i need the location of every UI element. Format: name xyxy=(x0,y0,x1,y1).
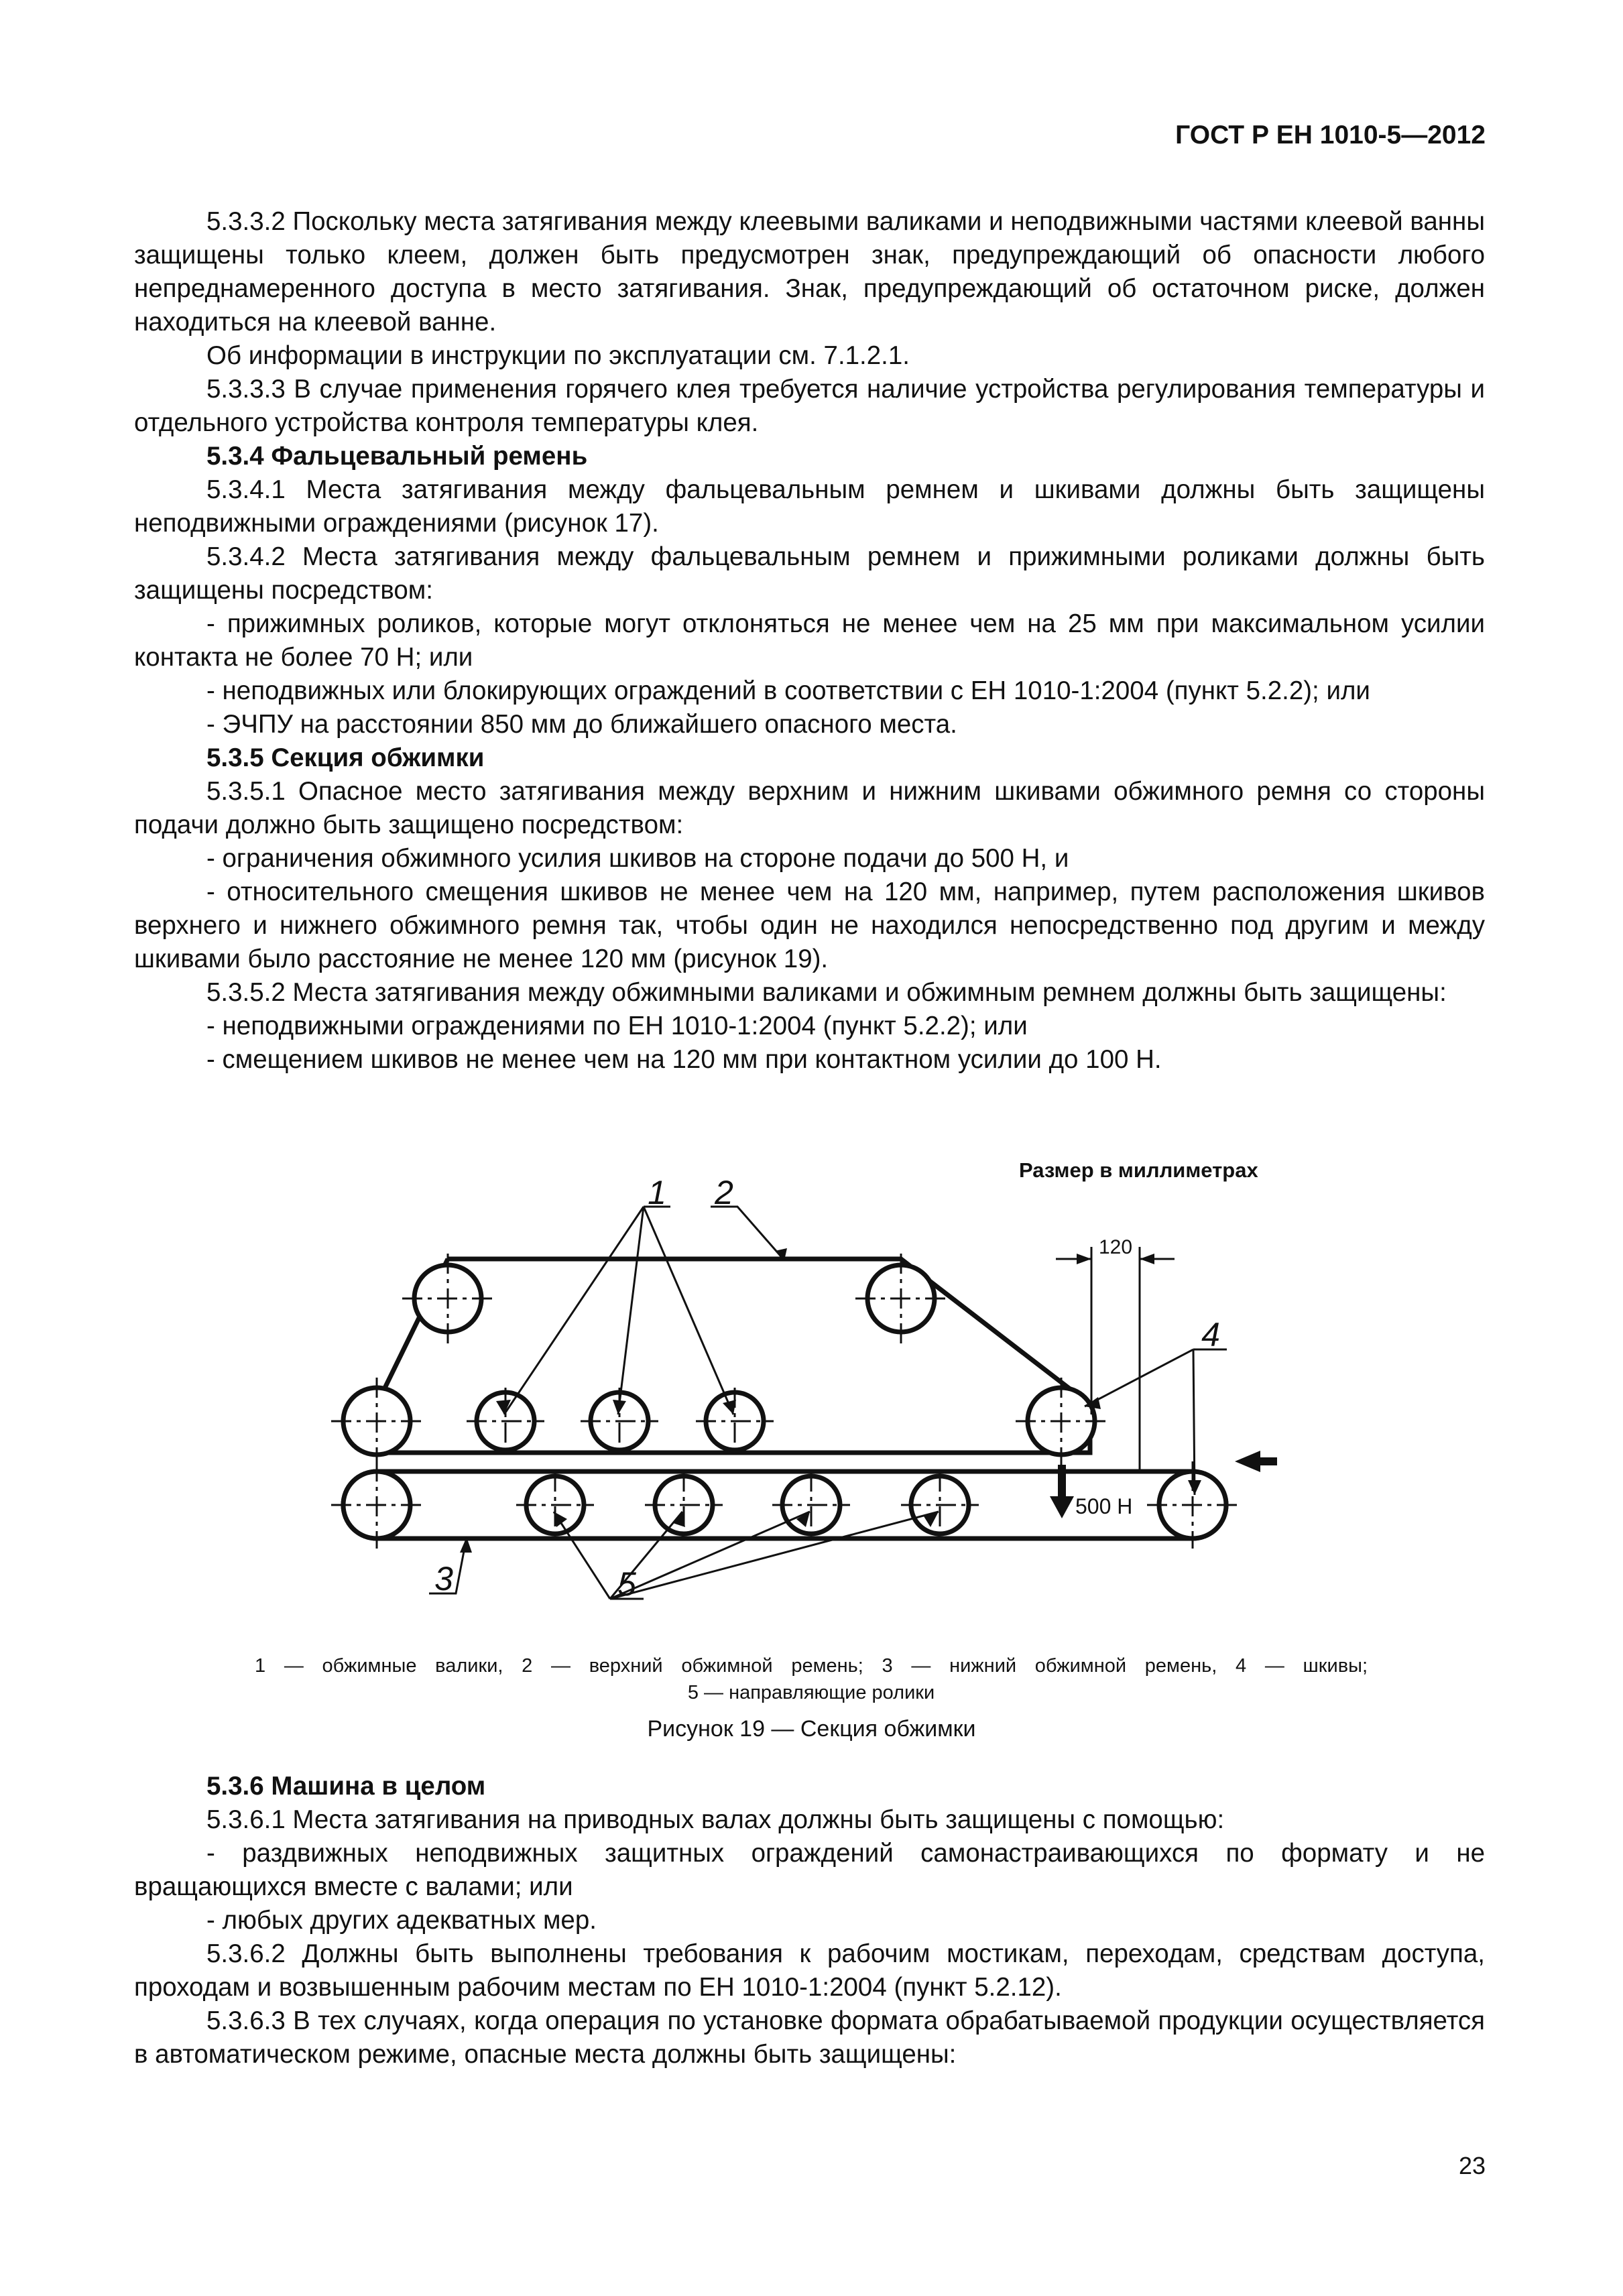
paragraph-5-3-4-2: 5.3.4.2 Места затягивания между фальцевальным ремнем и прижимными роликами должны быть защищены посредством: xyxy=(134,542,1485,605)
paragraph-5-3-3-2: 5.3.3.2 Поскольку места затягивания между клеевыми валиками и неподвижными частями клеевой ванны защищены только клеем, должен быть предусмотрен знак, предупреждающий об опасности любого непреднамеренного доступа в место затягивания. Знак, предупреждающий об остаточном риске, должен находиться на клеевой ванне. xyxy=(134,207,1485,337)
figure-legend-line1: 1 — обжимные валики, 2 — верхний обжимной ремень; 3 — нижний обжимной ремень, 4 — шкивы; xyxy=(255,1655,1368,1677)
paragraph-manual-ref: Об информации в инструкции по эксплуатации см. 7.1.2.1. xyxy=(206,341,910,370)
list-item: - раздвижных неподвижных защитных ограждений самонастраивающихся по формату и не вращающихся вместе с валами; или xyxy=(134,1839,1485,1901)
heading-5-3-5: 5.3.5 Секция обжимки xyxy=(206,743,485,772)
list-item: - смещением шкивов не менее чем на 120 мм при контактном усилии до 100 Н. xyxy=(206,1045,1162,1074)
list-item: - неподвижных или блокирующих ограждений в соответствии с ЕН 1010-1:2004 (пункт 5.2.2); или xyxy=(206,676,1370,705)
body-text-bottom xyxy=(134,1770,1485,2071)
units-note: Размер в миллиметрах xyxy=(1019,1158,1258,1182)
paragraph-5-3-6-3: 5.3.6.3 В тех случаях, когда операция по установке формата обрабатываемой продукции осуществляется в автоматическом режиме, опасные места должны быть защищены: xyxy=(134,2006,1485,2069)
paragraph-5-3-5-2: 5.3.5.2 Места затягивания между обжимными валиками и обжимным ремнем должны быть защищены: xyxy=(206,978,1447,1007)
figure-caption: Рисунок 19 — Секция обжимки xyxy=(647,1716,976,1742)
list-item: - неподвижными ограждениями по ЕН 1010-1:2004 (пункт 5.2.2); или xyxy=(206,1012,1028,1040)
callout-1: 1 xyxy=(648,1174,666,1211)
paragraph-5-3-3-3: 5.3.3.3 В случае применения горячего клея требуется наличие устройства регулирования температуры и отдельного устройства контроля температуры клея. xyxy=(134,375,1485,437)
list-item: - любых других адекватных мер. xyxy=(206,1906,597,1935)
paragraph-5-3-6-1: 5.3.6.1 Места затягивания на приводных валах должны быть защищены с помощью: xyxy=(206,1805,1225,1834)
page-number: 23 xyxy=(1458,2152,1486,2179)
list-item: - ограничения обжимного усилия шкивов на стороне подачи до 500 Н, и xyxy=(206,844,1069,873)
heading-5-3-4: 5.3.4 Фальцевальный ремень xyxy=(206,442,588,471)
list-item: - ЭЧПУ на расстоянии 850 мм до ближайшего опасного места. xyxy=(206,710,957,739)
feed-direction-arrow xyxy=(1235,1451,1277,1472)
paragraph-5-3-6-2: 5.3.6.2 Должны быть выполнены требования к рабочим мостикам, переходам, средствам доступа, проходам и возвышенным рабочим местам по ЕН 1010-1:2004 (пункт 5.2.12). xyxy=(134,1939,1485,2002)
list-item: - относительного смещения шкивов не менее чем на 120 мм, например, путем расположения шкивов верхнего и нижнего обжимного ремня так, чтобы один не находился непосредственно под другим и между шкивами было расстояние не менее 120 мм (рисунок 19). xyxy=(134,878,1485,973)
standard-header: ГОСТ Р ЕН 1010-5—2012 xyxy=(1175,121,1486,149)
paragraph-5-3-4-1: 5.3.4.1 Места затягивания между фальцевальным ремнем и шкивами должны быть защищены неподвижными ограждениями (рисунок 17). xyxy=(134,475,1485,538)
dimension-label: 120 xyxy=(1098,1236,1133,1258)
figure-legend-line2: 5 — направляющие ролики xyxy=(687,1682,935,1703)
callout-3: 3 xyxy=(434,1560,453,1597)
list-item: - прижимных роликов, которые могут отклоняться не менее чем на 25 мм при максимальном усилии контакта не более 70 Н; или xyxy=(134,609,1485,672)
paragraph-5-3-5-1: 5.3.5.1 Опасное место затягивания между верхним и нижним шкивами обжимного ремня со стороны подачи должно быть защищено посредством: xyxy=(134,777,1485,839)
callout-4: 4 xyxy=(1201,1316,1220,1353)
heading-5-3-6: 5.3.6 Машина в целом xyxy=(206,1772,486,1801)
callout-5: 5 xyxy=(617,1565,636,1603)
force-label: 500 Н xyxy=(1075,1494,1133,1518)
callout-2: 2 xyxy=(715,1174,733,1211)
